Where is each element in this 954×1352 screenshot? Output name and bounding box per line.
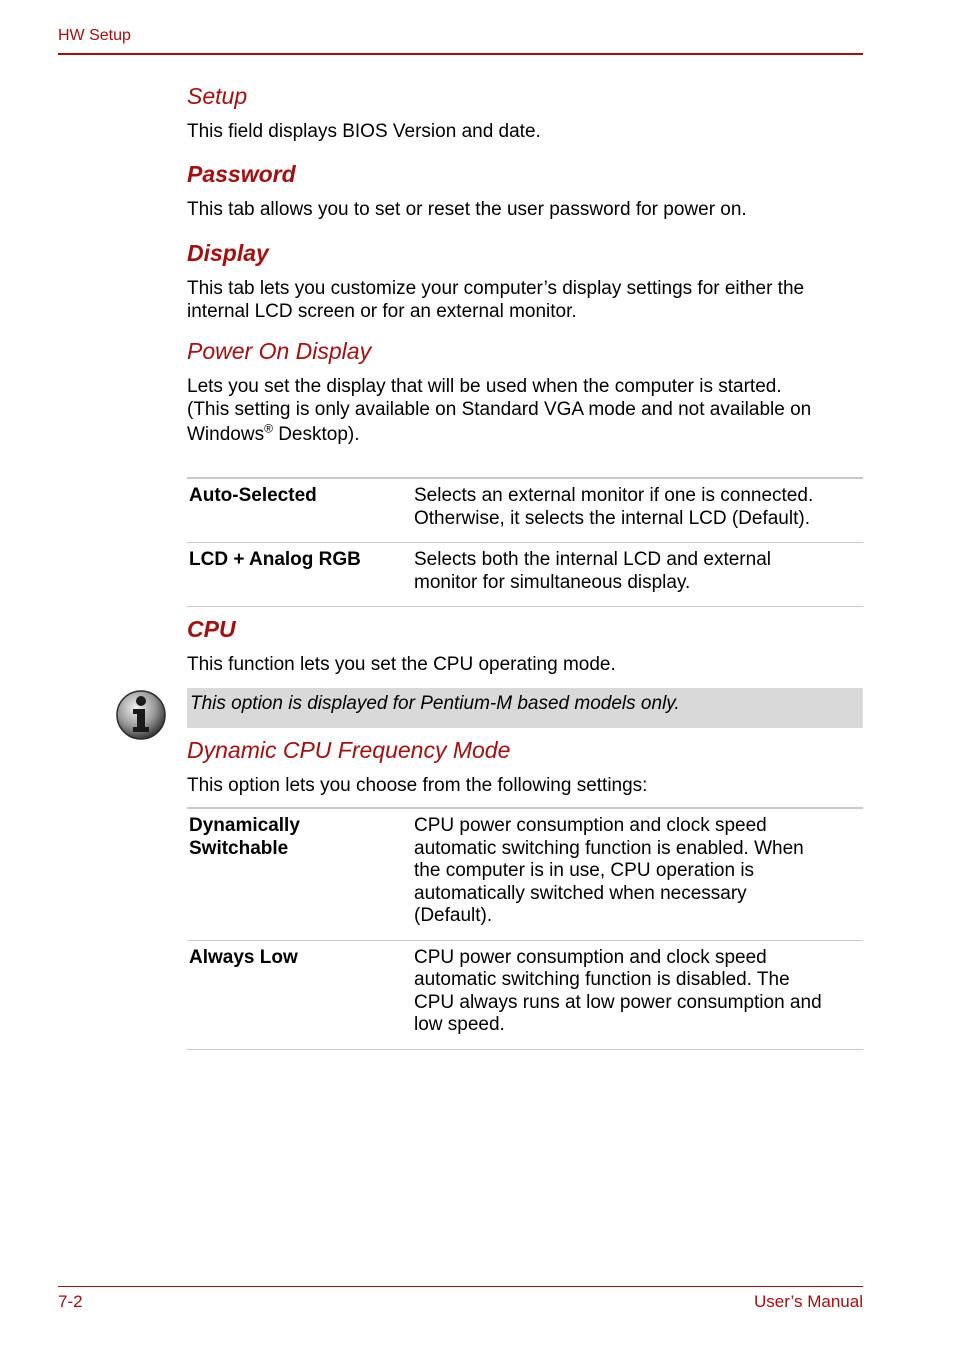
note-box (187, 688, 863, 728)
description-line: automatic switching function is disabled. The (414, 969, 790, 990)
page-number: 7-2 (58, 1292, 83, 1311)
note-text: This option is displayed for Pentium-M based models only. (190, 693, 680, 714)
setup-heading: Setup (187, 83, 248, 109)
info-icon (115, 689, 167, 741)
manual-title: User’s Manual (754, 1292, 863, 1311)
table-row (187, 478, 863, 543)
setup-body: This field displays BIOS Version and date. (187, 121, 541, 142)
power-on-display-line: (This setting is only available on Standard VGA mode and not available on (187, 399, 812, 420)
power-on-display-line (187, 423, 867, 446)
table-row (187, 940, 863, 1049)
display-body-line: internal LCD screen or for an external monitor. (187, 301, 577, 322)
description-line: Selects both the internal LCD and external (414, 549, 771, 570)
dynamic-cpu-body: This option lets you choose from the following settings: (187, 775, 648, 796)
description-line: automatic switching function is enabled. When (414, 837, 804, 859)
description-line: CPU always runs at low power consumption and (414, 991, 822, 1013)
description-line: monitor for simultaneous display. (414, 571, 691, 593)
description-line: (Default). (414, 905, 493, 926)
description-line: CPU power consumption and clock speed (414, 946, 767, 968)
dynamic-cpu-table (187, 807, 863, 1050)
power-on-display-heading: Power On Display (187, 338, 372, 364)
desktop-text: Desktop). (272, 424, 360, 445)
display-heading: Display (187, 240, 269, 266)
header-rule (58, 53, 863, 55)
option-description (412, 808, 863, 940)
option-description (412, 478, 863, 543)
option-term: Always Low (189, 946, 298, 968)
term-line: Switchable (189, 837, 289, 859)
description-line: Selects an external monitor if one is connected. (414, 485, 814, 506)
option-term: LCD + Analog RGB (189, 549, 361, 570)
windows-text: Windows (187, 424, 265, 445)
table-row (187, 808, 863, 940)
dynamic-cpu-heading: Dynamic CPU Frequency Mode (187, 737, 511, 763)
description-line: CPU power consumption and clock speed (414, 815, 767, 836)
cpu-body: This function lets you set the CPU operating mode. (187, 654, 616, 675)
description-line: Otherwise, it selects the internal LCD (Default). (414, 507, 810, 529)
power-on-display-line: Lets you set the display that will be used when the computer is started. (187, 376, 782, 397)
password-body: This tab allows you to set or reset the user password for power on. (187, 199, 747, 220)
registered-mark: ® (264, 421, 273, 436)
option-description (412, 940, 863, 1049)
option-description (412, 543, 863, 607)
option-term (187, 808, 412, 940)
display-body-line: This tab lets you customize your computer’s display settings for either the (187, 278, 805, 299)
description-line: the computer is in use, CPU operation is (414, 860, 755, 881)
description-line: automatically switched when necessary (414, 882, 747, 904)
table-row (187, 543, 863, 607)
running-header: HW Setup (58, 27, 131, 44)
description-line: low speed. (414, 1014, 505, 1035)
power-on-display-body (187, 375, 867, 446)
password-heading: Password (187, 161, 296, 187)
cpu-heading: CPU (187, 616, 236, 642)
footer-rule (58, 1286, 863, 1287)
power-on-display-table (187, 477, 863, 607)
term-line: Dynamically (189, 815, 300, 836)
option-term: Auto-Selected (189, 485, 317, 506)
display-body (187, 277, 867, 323)
